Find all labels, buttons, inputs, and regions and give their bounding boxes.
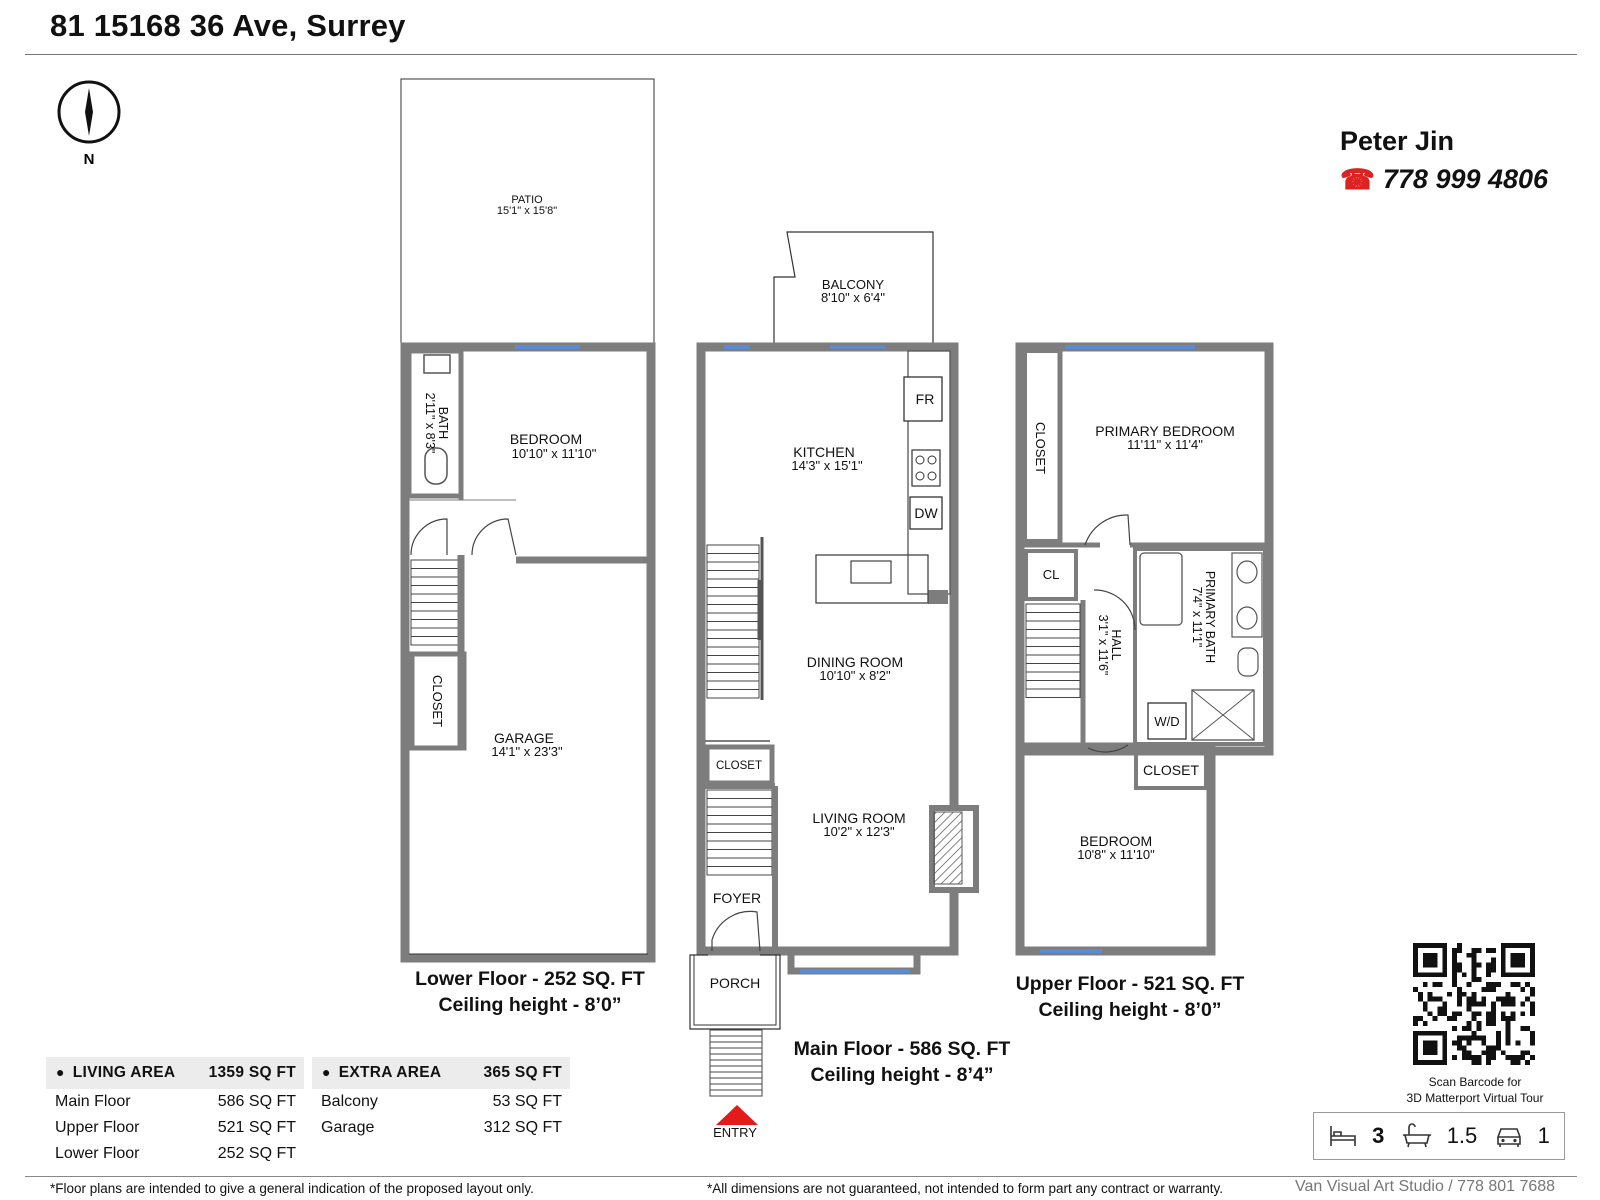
bullet-icon: ● <box>56 1064 65 1080</box>
sink-icon <box>424 355 450 373</box>
lower-bedroom-dims: 10'10" x 11'10" <box>511 446 597 461</box>
fridge-label: FR <box>915 391 935 407</box>
extra-area-table <box>312 1057 570 1141</box>
hall-dims: 3'1" x 11'6" <box>1096 614 1110 676</box>
area-row <box>46 1089 304 1115</box>
agent-name: Peter Jin <box>1340 126 1455 156</box>
porch-outline <box>690 955 780 1029</box>
lower-bath-name: BATH <box>436 406 450 440</box>
agent-phone-number: 778 999 4806 <box>1382 164 1549 194</box>
lower-bedroom-name: BEDROOM <box>509 431 583 447</box>
entry-marker-icon <box>716 1105 758 1125</box>
sink-icon <box>1237 561 1257 583</box>
extra-area-label: EXTRA AREA <box>338 1064 442 1081</box>
bedroom-count: 3 <box>1372 1123 1385 1148</box>
door-swing-icon <box>1085 515 1130 545</box>
upper-closet-name: CLOSET <box>1142 762 1200 778</box>
property-stats <box>1313 1112 1565 1160</box>
upper-bedroom-name: BEDROOM <box>1079 833 1153 849</box>
area-row-value: 586 SQ FT <box>217 1093 296 1110</box>
balcony-dims: 8'10" x 6'4" <box>820 290 886 305</box>
dining-room-dims: 10'10" x 8'2" <box>819 668 891 683</box>
primary-bath-dims: 7'4" x 11'1" <box>1190 586 1204 648</box>
bullet-icon: ● <box>322 1064 331 1080</box>
lower-stairs <box>411 560 458 645</box>
kitchen-dims: 14'3" x 15'1" <box>791 458 863 473</box>
door-swing-icon <box>472 519 516 555</box>
main-stairs <box>707 790 772 875</box>
dishwasher-label: DW <box>914 505 938 521</box>
linen-closet-name: CL <box>1042 567 1060 582</box>
lower-floor-area: Lower Floor - 252 SQ. FT <box>415 968 645 990</box>
entry-stairs <box>710 1030 762 1096</box>
floor-plan <box>0 60 1600 1160</box>
main-exterior-walls <box>701 347 954 951</box>
patio-dims: 15'1" x 15'8" <box>496 205 558 217</box>
area-row-value: 521 SQ FT <box>217 1119 296 1136</box>
sink-icon <box>851 561 891 583</box>
garage-dims: 14'1" x 23'3" <box>491 744 563 759</box>
bathroom-count: 1.5 <box>1446 1123 1478 1148</box>
vanity <box>1232 553 1262 637</box>
area-row-name: Lower Floor <box>55 1145 140 1162</box>
area-row <box>312 1115 570 1141</box>
primary-bedroom-name: PRIMARY BEDROOM <box>1095 423 1235 439</box>
qr-caption-line1: Scan Barcode for <box>1428 1075 1522 1089</box>
car-icon <box>1494 1123 1524 1149</box>
hall-name: HALL <box>1109 629 1123 661</box>
living-area-total: 1359 SQ FT <box>208 1064 296 1081</box>
lower-bath-dims: 2'11" x 8'3" <box>423 392 437 454</box>
bedroom-stat <box>1328 1123 1384 1149</box>
main-closet-name: CLOSET <box>715 760 763 772</box>
lower-floor-ceiling: Ceiling height - 8’0” <box>438 994 622 1016</box>
stair-outline <box>1026 604 1080 698</box>
door-swing-icon <box>712 911 760 951</box>
living-room-name: LIVING ROOM <box>812 810 906 826</box>
toilet-icon <box>1238 648 1258 676</box>
footer-disclaimer-left: *Floor plans are intended to give a general indication of the proposed layout only. <box>50 1181 534 1196</box>
main-floor-area: Main Floor - 586 SQ. FT <box>793 1038 1011 1060</box>
bed-icon <box>1328 1123 1358 1149</box>
area-row-name: Main Floor <box>55 1093 131 1110</box>
washer-dryer-label: W/D <box>1154 714 1180 729</box>
area-row <box>46 1141 304 1167</box>
main-floor-ceiling: Ceiling height - 8’4” <box>810 1064 994 1086</box>
main-stairs <box>707 545 759 698</box>
area-row <box>46 1115 304 1141</box>
porch-name: PORCH <box>709 975 761 991</box>
area-row <box>312 1089 570 1115</box>
area-row-value: 252 SQ FT <box>217 1145 296 1162</box>
header-divider <box>25 54 1577 55</box>
living-area-header <box>46 1057 304 1089</box>
extra-area-total: 365 SQ FT <box>483 1064 562 1081</box>
upper-stairs <box>1026 604 1080 698</box>
toilet-icon <box>425 448 447 484</box>
entry-label: ENTRY <box>713 1125 757 1140</box>
area-row-value: 53 SQ FT <box>492 1093 562 1110</box>
living-area-label: LIVING AREA <box>72 1064 176 1081</box>
upper-floor-area: Upper Floor - 521 SQ. FT <box>1015 973 1245 995</box>
property-address: 81 15168 36 Ave, Surrey <box>50 8 406 43</box>
footer-disclaimer-right: *All dimensions are not guaranteed, not intended to form part any contract or warranty. <box>707 1181 1224 1196</box>
living-room-dims: 10'2" x 12'3" <box>823 824 895 839</box>
area-row-name: Upper Floor <box>55 1119 140 1136</box>
studio-credit: Van Visual Art Studio / 778 801 7688 <box>1295 1178 1556 1195</box>
area-row-name: Balcony <box>321 1093 378 1110</box>
compass <box>59 82 119 168</box>
compass-needle-icon <box>85 88 93 136</box>
kitchen-island <box>816 555 928 603</box>
balcony-name: BALCONY <box>821 277 885 292</box>
primary-bath-name: PRIMARY BATH <box>1203 570 1217 664</box>
main-floor-caption <box>772 1036 1032 1088</box>
stove-icon <box>912 450 940 486</box>
garage-name: GARAGE <box>494 730 554 746</box>
parking-stat <box>1494 1123 1550 1149</box>
stair-outline <box>710 1030 762 1096</box>
foyer-name: FOYER <box>712 890 762 906</box>
lower-floor-caption <box>400 966 660 1018</box>
bathtub-icon <box>1140 553 1182 625</box>
primary-bedroom-dims: 11'11" x 11'4" <box>1127 437 1203 452</box>
door-swing-icon <box>411 519 447 555</box>
qr-caption-line2: 3D Matterport Virtual Tour <box>1406 1091 1544 1105</box>
lower-closet-name: CLOSET <box>430 674 445 728</box>
upper-floor-ceiling: Ceiling height - 8’0” <box>1038 999 1222 1021</box>
patio-name: PATIO <box>511 194 543 206</box>
extra-area-header <box>312 1057 570 1089</box>
area-row-name: Garage <box>321 1119 375 1136</box>
bathtub-icon <box>1401 1123 1433 1149</box>
area-row-value: 312 SQ FT <box>483 1119 562 1136</box>
qr-code-icon[interactable] <box>1413 943 1535 1065</box>
footer-divider <box>25 1176 1577 1177</box>
upper-closet-left-name: CLOSET <box>1033 421 1048 475</box>
parking-count: 1 <box>1537 1123 1550 1148</box>
sink-icon <box>1237 607 1257 629</box>
upper-bedroom-dims: 10'8" x 11'10" <box>1077 847 1155 862</box>
phone-icon: ☎ <box>1340 164 1375 195</box>
upper-floor-caption <box>1000 971 1260 1023</box>
living-area-table <box>46 1057 304 1167</box>
kitchen-name: KITCHEN <box>793 444 855 460</box>
compass-label: N <box>83 151 95 168</box>
qr-caption <box>1390 1074 1560 1106</box>
dining-room-name: DINING ROOM <box>806 654 904 670</box>
bathroom-stat <box>1401 1123 1478 1149</box>
